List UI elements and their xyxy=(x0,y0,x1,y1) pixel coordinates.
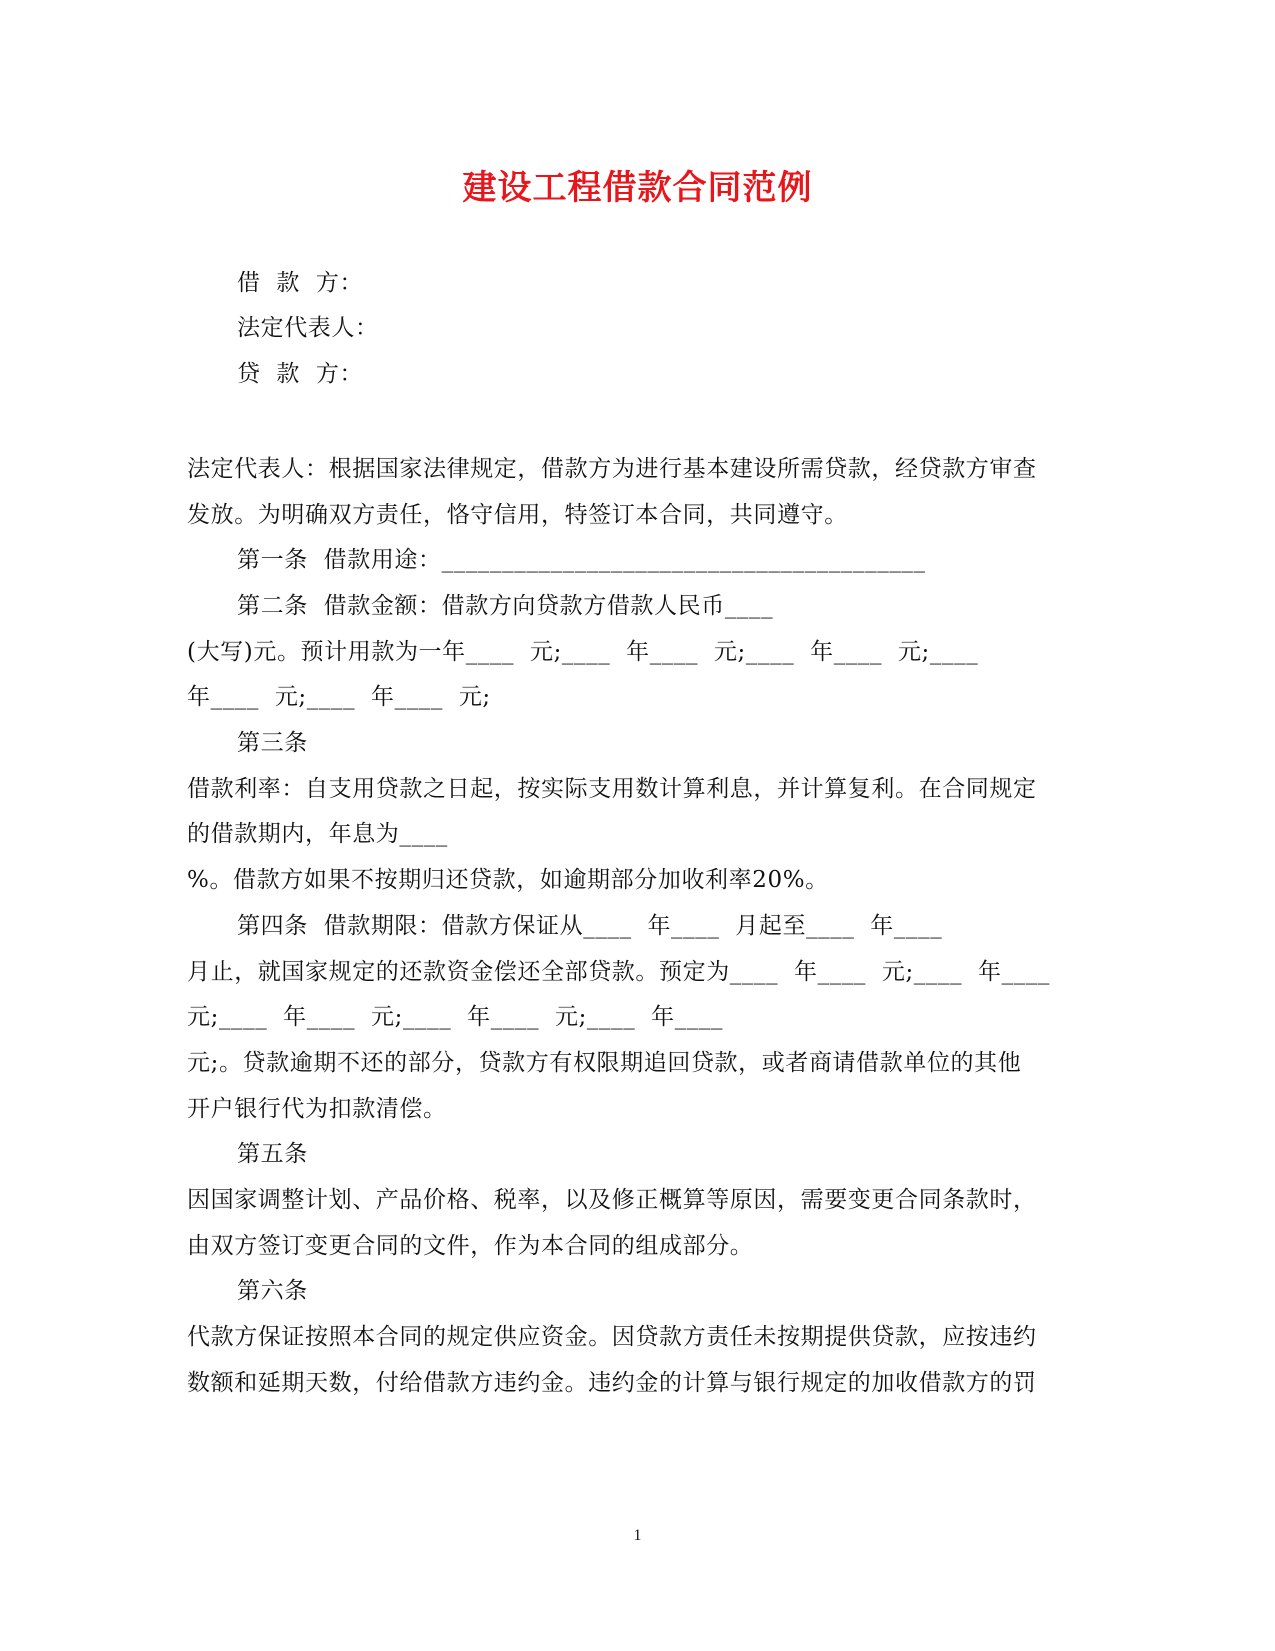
article-5-heading: 第五条 xyxy=(237,1141,308,1167)
article-4-line-5: 开户银行代为扣款清偿。 xyxy=(187,1096,447,1122)
article-3-line-3: %。借款方如果不按期归还贷款，如逾期部分加收利率20%。 xyxy=(187,867,829,893)
lender-label: 贷 款 方： xyxy=(237,361,364,387)
borrower-label: 借 款 方： xyxy=(237,270,364,296)
article-1-line: 第一条 借款用途：________________________________________ xyxy=(237,547,926,573)
article-4-line-1: 第四条 借款期限：借款方保证从____ 年____ 月起至____ 年____ xyxy=(237,913,943,939)
article-3-heading: 第三条 xyxy=(237,730,308,756)
preamble-line-2: 发放。为明确双方责任，恪守信用，特签订本合同，共同遵守。 xyxy=(187,502,848,528)
borrower-legal-rep-label: 法定代表人： xyxy=(237,315,379,341)
article-4-line-3: 元;____ 年____ 元;____ 年____ 元;____ 年____ xyxy=(187,1004,724,1030)
preamble-line-1: 法定代表人：根据国家法律规定，借款方为进行基本建设所需贷款，经贷款方审查 xyxy=(187,456,1037,482)
article-4-line-2: 月止，就国家规定的还款资金偿还全部贷款。预定为____ 年____ 元;____ 年____ xyxy=(187,959,1051,985)
article-5-line-1: 因国家调整计划、产品价格、税率，以及修正概算等原因，需要变更合同条款时， xyxy=(187,1187,1037,1213)
page-number: 1 xyxy=(633,1527,642,1544)
article-2-line-1: 第二条 借款金额：借款方向贷款方借款人民币____ xyxy=(237,593,774,619)
article-2-line-3: 年____ 元;____ 年____ 元; xyxy=(187,684,491,710)
document-title: 建设工程借款合同范例 xyxy=(462,168,813,208)
article-3-line-2: 的借款期内，年息为____ xyxy=(187,821,448,847)
article-3-line-1: 借款利率：自支用贷款之日起，按实际支用数计算利息，并计算复利。在合同规定 xyxy=(187,776,1037,802)
article-2-line-2: (大写)元。预计用款为一年____ 元;____ 年____ 元;____ 年____ 元;____ xyxy=(187,639,979,665)
article-6-line-2: 数额和延期天数，付给借款方违约金。违约金的计算与银行规定的加收借款方的罚 xyxy=(187,1370,1037,1396)
article-6-line-1: 代款方保证按照本合同的规定供应资金。因贷款方责任未按期提供贷款，应按违约 xyxy=(187,1324,1037,1350)
article-6-heading: 第六条 xyxy=(237,1278,308,1304)
article-5-line-2: 由双方签订变更合同的文件，作为本合同的组成部分。 xyxy=(187,1233,754,1259)
article-4-line-4: 元;。贷款逾期不还的部分，贷款方有权限期追回贷款，或者商请借款单位的其他 xyxy=(187,1050,1022,1076)
